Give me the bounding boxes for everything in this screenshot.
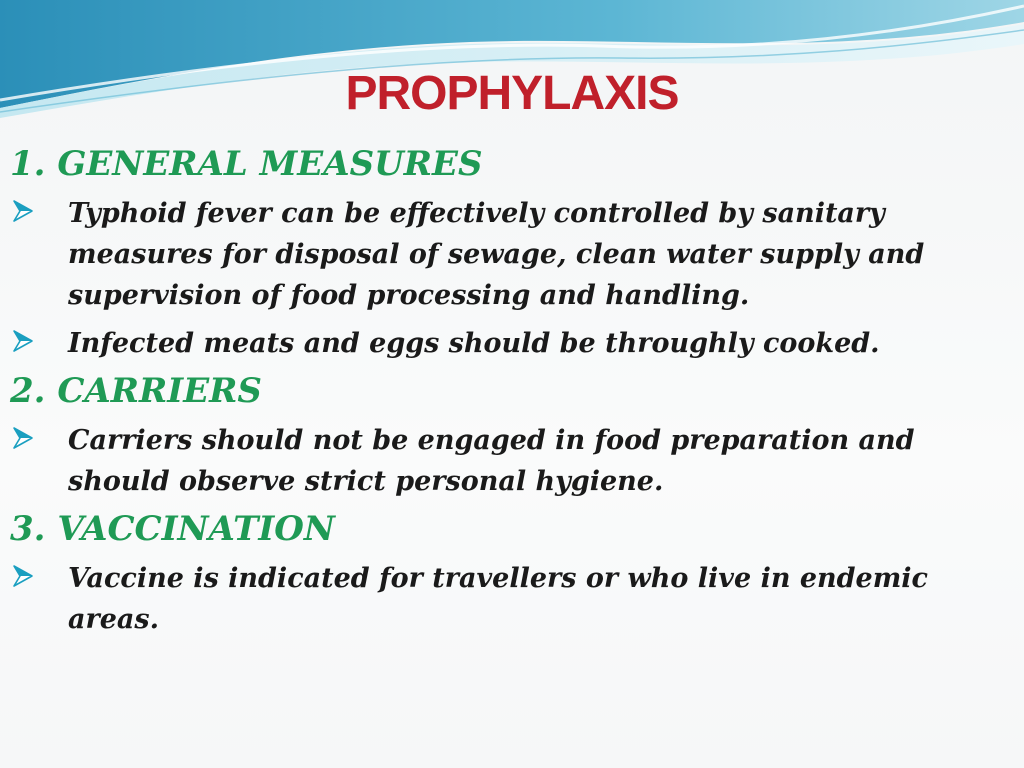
bullet-item (10, 558, 1015, 640)
section-heading-vaccination: 3. VACCINATION (10, 509, 335, 549)
arrowhead-bullet-icon (12, 329, 34, 353)
slide-title: PROPHYLAXIS (345, 67, 679, 120)
bullet-item (10, 420, 1015, 502)
bullet-text: Vaccine is indicated for travellers or who live in endemic areas. (68, 563, 928, 635)
bullet-item (10, 323, 1015, 364)
arrowhead-bullet-icon (12, 426, 34, 450)
bullet-text: Carriers should not be engaged in food preparation and should observe strict personal hygiene. (68, 425, 915, 497)
section-heading-carriers: 2. CARRIERS (10, 371, 262, 411)
bullet-text: Typhoid fever can be effectively controlled by sanitary measures for disposal of sewage, clean water supply and supervision of food processing and handling. (68, 198, 925, 311)
arrowhead-bullet-icon (12, 199, 34, 223)
slide-content (10, 142, 1015, 645)
bullet-text: Infected meats and eggs should be throughly cooked. (68, 328, 880, 359)
bullet-list-general-measures (10, 193, 1015, 364)
bullet-item (10, 193, 1015, 316)
arrowhead-bullet-icon (12, 564, 34, 588)
bullet-list-carriers (10, 420, 1015, 502)
bullet-list-vaccination (10, 558, 1015, 640)
section-heading-general-measures: 1. GENERAL MEASURES (10, 144, 483, 184)
